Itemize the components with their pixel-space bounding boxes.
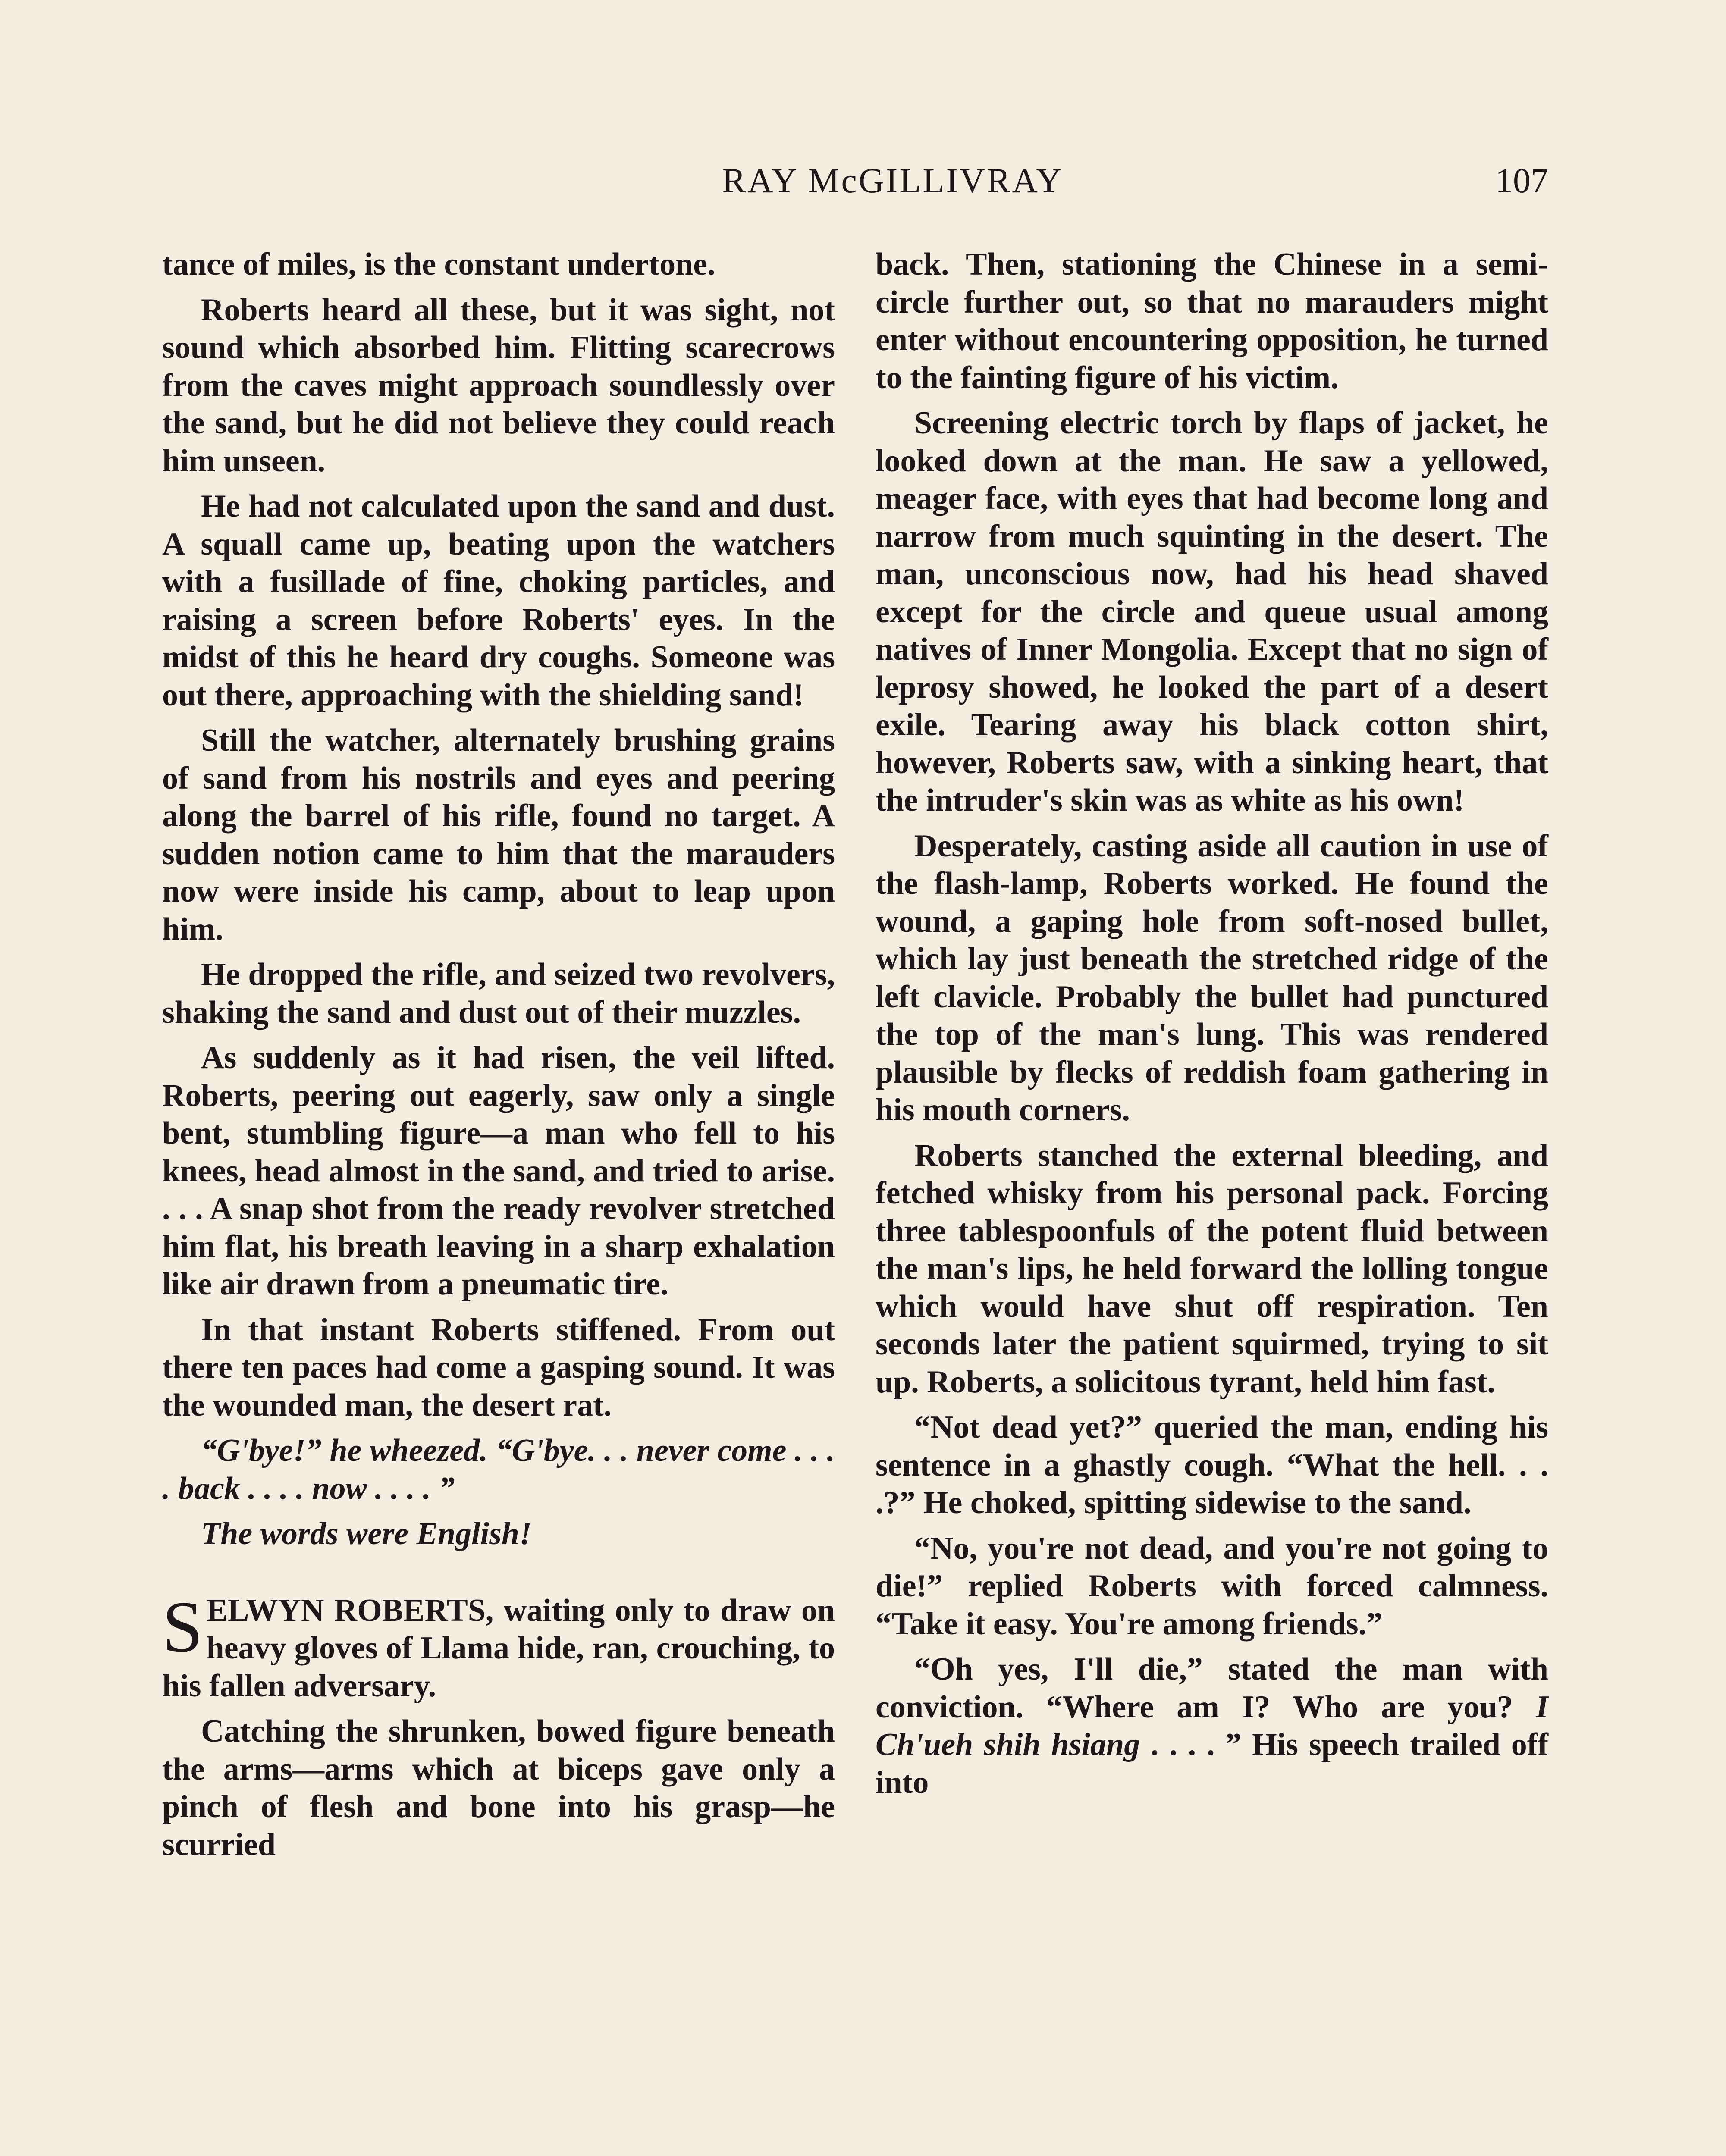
paragraph: tance of miles, is the constant undertone. <box>162 247 716 282</box>
paragraph-text: “Oh yes, I'll die,” stated the man with conviction. “Where am I? Who are you? <box>876 1651 1548 1725</box>
page-number: 107 <box>1495 161 1548 200</box>
paragraph: Catching the shrunken, bowed figure beneath the arms—arms which at biceps gave only a pinch of flesh and bone into his grasp—he scurried <box>162 1714 835 1862</box>
paragraph: He dropped the rifle, and seized two revolvers, shaking the sand and dust out of their muzzles. <box>162 957 835 1030</box>
paragraph: “No, you're not dead, and you're not going to die!” replied Roberts with forced calmness. “Take it easy. You're among friends.” <box>876 1530 1548 1642</box>
paragraph: “Not dead yet?” queried the man, ending his sentence in a ghastly cough. “What the hell. . . .?” He choked, spitting sidewise to the sand. <box>876 1410 1548 1520</box>
emphasis-line: The words were English! <box>201 1516 532 1551</box>
section-opening-text: ELWYN ROBERTS, waiting only to draw on heavy gloves of Llama hide, ran, crouching, to his fallen adversary. <box>162 1592 835 1704</box>
paragraph: Still the watcher, alternately brushing grains of sand from his nostrils and eyes and peering along the barrel of his rifle, found no target. A sudden notion came to him that the marauders now were inside his camp, about to leap upon him. <box>162 723 835 947</box>
right-column <box>876 246 1548 1809</box>
paragraph: Roberts stanched the external bleeding, and fetched whisky from his personal pack. Forcing three tablespoonfuls of the potent fluid between the man's lips, he held forward the lolling tongue which would have shut off respiration. Ten seconds later the patient squirmed, trying to sit up. Roberts, a solicitous tyrant, held him fast. <box>876 1138 1548 1400</box>
drop-cap: S <box>162 1586 203 1667</box>
paragraph: He had not calculated upon the sand and dust. A squall came up, beating upon the watchers with a fusillade of fine, choking particles, and raising a screen before Roberts' eyes. In the midst of this he heard dry coughs. Someone was out there, approaching with the shielding sand! <box>162 489 835 713</box>
paragraph: Roberts heard all these, but it was sight, not sound which absorbed him. Flitting scarecrows from the caves might approach soundlessly over the sand, but he did not believe they could reach him unseen. <box>162 292 835 479</box>
paragraph: As suddenly as it had risen, the veil lifted. Roberts, peering out eagerly, saw only a single bent, stumbling figure—a man who fell to his knees, head almost in the sand, and tried to arise. . . . A snap shot from the ready revolver stretched him flat, his breath leaving in a sharp exhalation like air drawn from a pneumatic tire. <box>162 1040 835 1302</box>
paragraph: In that instant Roberts stiffened. From out there ten paces had come a gasping sound. It was the wounded man, the desert rat. <box>162 1312 835 1423</box>
paragraph <box>876 1651 1548 1802</box>
dialogue-text: “G'bye!” he wheezed. “G'bye. . . never come . . . . back . . . . now . . . . ” <box>162 1433 835 1506</box>
paragraph: Desperately, casting aside all caution in use of the flash-lamp, Roberts worked. He found the wound, a gaping hole from soft-nosed bullet, which lay just beneath the stretched ridge of the left clavicle. Probably the bullet had punctured the top of the man's lung. This was rendered plausible by flecks of reddish foam gathering in his mouth corners. <box>876 828 1548 1128</box>
section-opening-paragraph <box>162 1586 835 1705</box>
paragraph: Screening electric torch by flaps of jacket, he looked down at the man. He saw a yellowed, meager face, with eyes that had become long and narrow from much squinting in the desert. The man, unconscious now, had his head shaved except for the circle and queue usual among natives of Inner Mongolia. Except that no sign of leprosy showed, he looked the part of a desert exile. Tearing away his black cotton shirt, however, Roberts saw, with a sinking heart, that the intruder's skin was as white as his own! <box>876 405 1548 818</box>
paragraph-text: . . . . ” His speech trailed off into <box>876 1727 1548 1800</box>
chinese-phrase: I Ch'ueh shih hsiang <box>876 1689 1548 1762</box>
left-column <box>162 246 835 1871</box>
paragraph: back. Then, stationing the Chinese in a semi-circle further out, so that no marauders might enter without encountering opposition, he turned to the fainting figure of his victim. <box>876 247 1548 395</box>
paragraph-dialogue <box>162 1432 835 1507</box>
running-title: RAY McGILLIVRAY <box>722 161 1064 200</box>
